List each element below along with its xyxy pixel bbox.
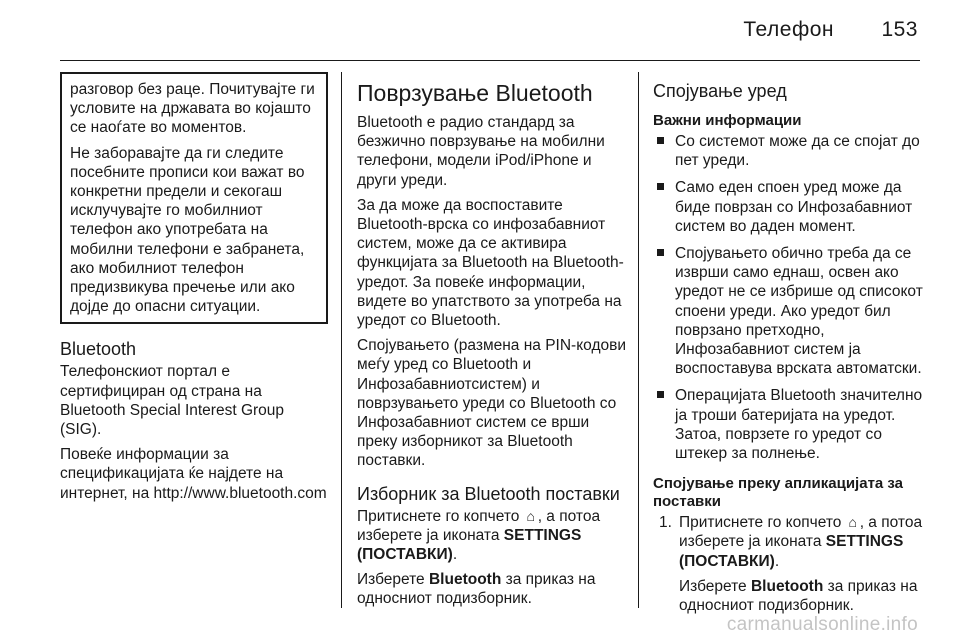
list-item: Само еден споен уред може да биде поврзан со Инфозабавниот систем во даден момент. (653, 178, 923, 236)
step-1: 1. Притиснете го копчето ⌂ , а потоа изберете ја иконата SETTINGS (ПОСТАВКИ). (659, 514, 923, 570)
warning-paragraph-2: Не заборавајте да ги следите посебните прописи кои важат во конкретни предели и секогаш исклучувајте го мобилниот телефон ако употребата на мобилни телефони е забранета, ако мобилниот телефон предизвикува пречење или ако дојде до опасни ситуации. (70, 144, 305, 316)
step-number: 1. (659, 514, 672, 532)
app-pairing-heading: Спојување преку апликацијата за поставки (653, 475, 904, 511)
left-column (60, 72, 328, 509)
page-header-title: Телефон (743, 18, 834, 41)
middle-paragraph-4: Притиснете го копчето ⌂ , а потоа изберете ја иконата SETTINGS (ПОСТАВКИ). (357, 507, 601, 564)
subheading-bluetooth-settings: Изборник за Bluetooth поставки (357, 483, 620, 504)
list-item: Со системот може да се спојат до пет уреди. (653, 132, 923, 170)
step-1-detail: Изберете Bluetooth за приказ на односниот подизборник. (679, 577, 918, 615)
warning-box (60, 72, 328, 324)
bluetooth-heading: Bluetooth (60, 339, 137, 360)
watermark: carmanualsonline.info (726, 614, 918, 635)
bluetooth-paragraph-1: Телефонскиот портал е сертифициран од страна на Bluetooth Special Interest Group (SIG). (60, 363, 285, 439)
section-heading-pairing: Спојување уред (653, 81, 787, 101)
column-divider-left (341, 72, 342, 608)
list-item: Спојувањето обично треба да се изврши само еднаш, освен ако уредот не се избрише од списокот споени уреди. Ако уредот бил поврзано претходно, Инфозабавниот систем ја воспоставува врската автоматски. (653, 244, 923, 378)
middle-column (357, 78, 627, 615)
home-icon: ⌂ (848, 514, 857, 531)
middle-paragraph-2: За да може да воспоставите Bluetooth-врска со инфозабавниот систем, може да се активира функцијата за Bluetooth на Bluetooth-уредот. За повеќе информации, видете во упатството за употреба на уредот со Bluetooth. (357, 196, 624, 330)
column-divider-right (638, 72, 639, 608)
list-item: Операцијата Bluetooth значително ја троши батеријата на уредот. Затоа, поврзете го уредот со штекер за полнење. (653, 386, 923, 463)
section-heading-bluetooth-connection: Поврзување Bluetooth (357, 80, 593, 106)
page-number: 153 (881, 18, 918, 41)
bullet-square-icon (657, 249, 664, 256)
middle-paragraph-5: Изберете Bluetooth за приказ на односниот подизборник. (357, 571, 596, 608)
middle-paragraph-1: Bluetooth е радио стандард за безжично поврзување на мобилни телефони, модели iPod/iPhone и други уреди. (357, 114, 605, 189)
header-rule (60, 60, 920, 61)
warning-paragraph-1: разговор без раце. Почитувајте ги условите на државата во којашто се наоѓате во моментов. (70, 81, 315, 137)
home-icon: ⌂ (526, 507, 535, 524)
important-info-heading: Важни информации (653, 112, 802, 129)
bullet-square-icon (657, 183, 664, 190)
middle-paragraph-3: Спојувањето (размена на PIN-кодови меѓу уред со Bluetooth и Инфозабавниотсистем) и поврзувањето уреди со Bluetooth со Инфозабавниот систем се врши преку изборникот за Bluetooth поставки. (357, 337, 627, 470)
bullet-square-icon (657, 391, 664, 398)
right-column (653, 80, 923, 621)
bullet-square-icon (657, 137, 664, 144)
bluetooth-paragraph-2: Повеќе информации за спецификацијата ќе најдете на интернет, на http://www.bluetooth.com (60, 446, 327, 502)
